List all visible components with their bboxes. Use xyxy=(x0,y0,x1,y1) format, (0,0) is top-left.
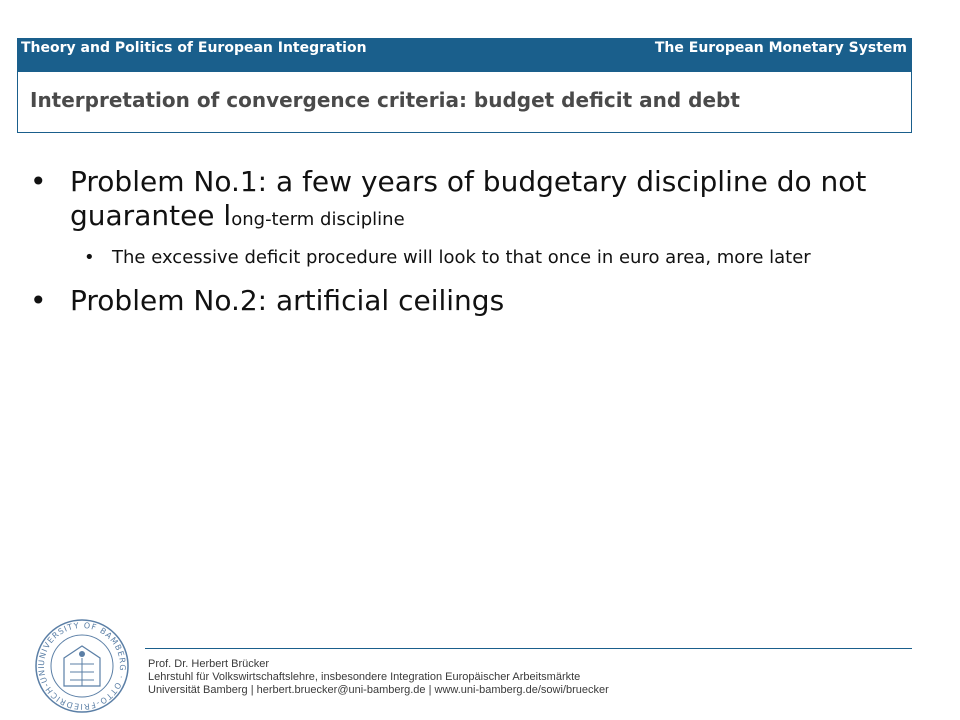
footer-author: Prof. Dr. Herbert Brücker xyxy=(148,658,270,670)
bullet-problem-2-text: Problem No.2: artificial ceilings xyxy=(70,284,505,317)
bullet-problem-1-tail: ong-term discipline xyxy=(231,209,405,230)
section-title: The European Monetary System xyxy=(654,40,907,56)
slide-title: Interpretation of convergence criteria: budget deficit and debt xyxy=(30,88,740,112)
seal-ring-text: UNIVERSITY OF BAMBERG · OTTO-FRIEDRICH-UNI xyxy=(36,620,128,712)
header-bar xyxy=(17,38,912,72)
footer xyxy=(148,658,609,697)
footer-contact: Universität Bamberg | herbert.bruecker@uni-bamberg.de | www.uni-bamberg.de/sowi/bruecker xyxy=(148,684,609,696)
bullet-dot: • xyxy=(30,165,47,198)
footer-divider xyxy=(145,648,912,649)
slide-content xyxy=(30,165,910,326)
footer-chair: Lehrstuhl für Volkswirtschaftslehre, insbesondere Integration Europäischer Arbeitsmärkte xyxy=(148,671,581,683)
bullet-problem-2 xyxy=(30,284,910,318)
slide-title-box xyxy=(17,72,912,133)
bullet-problem-1-text: Problem No.1: a few years of budgetary discipline do not guarantee l xyxy=(70,165,867,232)
university-seal-icon xyxy=(34,618,130,714)
sub-bullet-text: The excessive deficit procedure will look to that once in euro area, more later xyxy=(112,247,811,268)
bullet-dot: • xyxy=(30,284,47,317)
sub-bullet-excessive-deficit xyxy=(30,245,910,270)
bullet-problem-1 xyxy=(30,165,910,237)
course-title: Theory and Politics of European Integration xyxy=(21,40,367,56)
bullet-dot: • xyxy=(84,247,95,268)
